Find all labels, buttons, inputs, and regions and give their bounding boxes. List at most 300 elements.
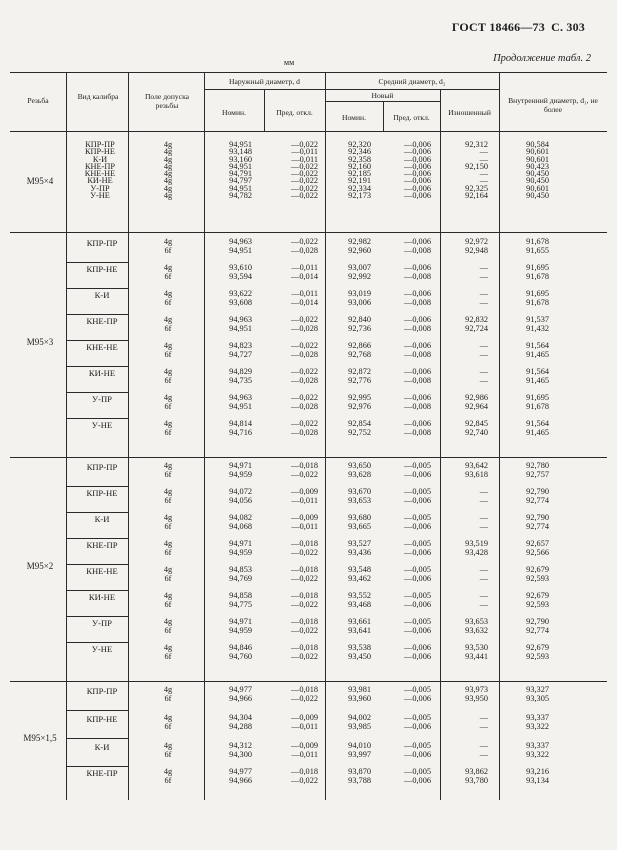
table-cell: 91,655: [526, 246, 549, 256]
outer-nominal-column: [204, 341, 252, 360]
gauge-name: КПР-НЕ: [85, 147, 115, 157]
table-cell: 4g: [163, 154, 173, 164]
table-cell: 92,736: [348, 324, 371, 334]
table-cell: 92,982: [348, 237, 371, 246]
gauge-rule: [66, 738, 128, 739]
table-cell: —0,005: [404, 539, 431, 548]
table-cell: 92,334: [348, 183, 371, 193]
table-cell: 4g: [163, 565, 173, 574]
gauge-name: КПР-ПР: [85, 140, 115, 149]
thread-label: M95×1,5: [23, 732, 57, 743]
table-cell: —: [479, 496, 488, 506]
worn-column: [440, 461, 488, 480]
tolerance-field-column: [140, 513, 196, 532]
pitch-nominal-column: [325, 487, 371, 506]
gauge-rule: [66, 564, 128, 565]
table-cell: —0,022: [291, 237, 318, 246]
table-cell: —0,011: [291, 147, 318, 157]
worn-column: [440, 513, 488, 532]
table-cell: —0,008: [404, 350, 431, 360]
table-cell: 94,312: [229, 741, 252, 750]
worn-column: [440, 237, 488, 256]
table-cell: —0,006: [404, 574, 431, 584]
gauge-name: У-НЕ: [91, 420, 113, 430]
header-divider: [499, 72, 500, 131]
tolerance-field-column: [140, 539, 196, 558]
pitch-nominal-column: [325, 591, 371, 610]
table-cell: 92,593: [526, 652, 549, 662]
outer-deviation-column: [262, 315, 318, 334]
table-cell: 93,327: [526, 685, 549, 694]
outer-nominal-column: [204, 141, 252, 199]
table-cell: 4g: [163, 237, 173, 246]
outer-nominal-column: [204, 643, 252, 662]
table-cell: 92,972: [465, 237, 488, 246]
gauge-rule: [66, 710, 128, 711]
column-divider: [325, 450, 326, 681]
table-cell: 92,757: [526, 470, 549, 480]
table-cell: 93,870: [348, 767, 371, 776]
table-cell: 90,601: [526, 147, 549, 157]
table-cell: —0,018: [291, 767, 318, 776]
gauge-rule: [66, 512, 128, 513]
pitch-deviation-column: [383, 461, 431, 480]
table-cell: 90,601: [526, 154, 549, 164]
table-cell: 4g: [163, 713, 173, 722]
tolerance-field-column: [140, 767, 196, 786]
gauge-name: К-И: [94, 742, 110, 752]
table-cell: 90,423: [526, 161, 549, 171]
tolerance-field-column: [140, 565, 196, 584]
table-cell: —0,028: [291, 324, 318, 334]
table-cell: 92,320: [348, 140, 371, 149]
pitch-nominal-column: [325, 617, 371, 636]
table-cell: 94,072: [229, 487, 252, 496]
table-cell: 94,775: [229, 600, 252, 610]
table-cell: 4g: [163, 147, 173, 157]
gauge-name: КНЕ-ПР: [85, 161, 115, 171]
table-cell: 93,527: [348, 539, 371, 548]
table-cell: 93,618: [465, 470, 488, 480]
table-cell: 6f: [164, 694, 172, 704]
table-cell: —0,018: [291, 617, 318, 626]
outer-nominal-column: [204, 461, 252, 480]
table-cell: —: [479, 574, 488, 584]
pitch-nominal-column: [325, 539, 371, 558]
table-cell: 93,641: [348, 626, 371, 636]
page-number: С. 303: [551, 20, 585, 34]
table-cell: —0,011: [291, 722, 318, 732]
table-cell: 94,288: [229, 722, 252, 732]
pitch-diameter-rule: [325, 89, 499, 90]
table-cell: —: [479, 147, 488, 157]
table-cell: 92,790: [526, 487, 549, 496]
outer-deviation-column: [262, 141, 318, 199]
table-cell: 92,358: [348, 154, 371, 164]
section-rule: [10, 457, 607, 458]
gauge-name: КНЕ-НЕ: [84, 169, 116, 179]
worn-column: [440, 367, 488, 386]
table-cell: —0,022: [291, 694, 318, 704]
table-cell: —: [479, 341, 488, 350]
table-cell: —0,028: [291, 428, 318, 438]
table-cell: 4g: [163, 183, 173, 193]
table-cell: 93,653: [348, 496, 371, 506]
table-cell: 92,964: [465, 402, 488, 412]
gauge-name: КПР-НЕ: [86, 264, 118, 274]
table-cell: 4g: [163, 643, 173, 652]
worn-column: [440, 341, 488, 360]
table-cell: 92,768: [348, 350, 371, 360]
table-cell: —0,006: [404, 643, 431, 652]
pitch-nominal-column: [325, 393, 371, 412]
tolerance-field-column: [140, 315, 196, 334]
pitch-deviation-column: [383, 341, 431, 360]
table-cell: 93,610: [229, 263, 252, 272]
table-cell: 94,963: [229, 237, 252, 246]
column-divider: [128, 225, 129, 457]
table-cell: 91,564: [526, 419, 549, 428]
table-cell: 6f: [164, 600, 172, 610]
table-cell: —: [479, 263, 488, 272]
table-cell: —0,022: [291, 600, 318, 610]
table-cell: 93,960: [348, 694, 371, 704]
table-cell: —0,006: [404, 470, 431, 480]
outer-deviation-column: [262, 713, 318, 732]
pitch-deviation-column: [383, 565, 431, 584]
pitch-deviation-column: [383, 263, 431, 282]
table-cell: 6f: [164, 272, 172, 282]
table-cell: —: [479, 591, 488, 600]
table-cell: 4g: [163, 767, 173, 776]
table-cell: 6f: [164, 574, 172, 584]
pitch-nominal-column: [325, 237, 371, 256]
col-outer-diameter: Наружный диаметр, d: [229, 77, 300, 86]
table-cell: 92,840: [348, 315, 371, 324]
table-cell: 92,866: [348, 341, 371, 350]
outer-nominal-column: [204, 263, 252, 282]
table-cell: —0,011: [291, 289, 318, 298]
gauge-rule: [66, 766, 128, 767]
pitch-deviation-column: [383, 539, 431, 558]
pitch-nominal-column: [325, 341, 371, 360]
gauge-name: КИ-НЕ: [87, 176, 113, 186]
outer-deviation-column: [262, 393, 318, 412]
table-cell: —0,005: [404, 513, 431, 522]
table-cell: 94,858: [229, 591, 252, 600]
table-cell: 91,678: [526, 272, 549, 282]
worn-column: [440, 617, 488, 636]
header-bottom-rule: [10, 131, 607, 132]
table-cell: —: [479, 722, 488, 732]
pitch-nominal-column: [325, 685, 371, 704]
worn-column: [440, 141, 488, 199]
inner-diameter-column: [499, 617, 549, 636]
gauge-name: КПР-ПР: [86, 686, 118, 696]
table-cell: —: [479, 350, 488, 360]
table-cell: 93,665: [348, 522, 371, 532]
inner-diameter-column: [499, 767, 549, 786]
table-cell: 92,845: [465, 419, 488, 428]
outer-nominal-column: [204, 237, 252, 256]
table-cell: 93,216: [526, 767, 549, 776]
table-cell: 94,814: [229, 419, 252, 428]
inner-diameter-column: [499, 315, 549, 334]
table-cell: 90,450: [526, 176, 549, 186]
table-top-rule: [10, 72, 607, 73]
outer-deviation-column: [262, 419, 318, 438]
table-cell: —0,018: [291, 461, 318, 470]
table-cell: 94,769: [229, 574, 252, 584]
table-cell: —0,028: [291, 376, 318, 386]
table-cell: —: [479, 600, 488, 610]
table-cell: 93,468: [348, 600, 371, 610]
tolerance-field-column: [140, 461, 196, 480]
thread-label: M95×4: [26, 176, 54, 186]
table-cell: —0,022: [291, 161, 318, 171]
outer-nominal-column: [204, 685, 252, 704]
table-cell: 93,950: [465, 694, 488, 704]
inner-diameter-column: [499, 141, 549, 199]
table-cell: 93,642: [465, 461, 488, 470]
header-divider: [440, 89, 441, 131]
table-cell: 93,552: [348, 591, 371, 600]
table-cell: 94,304: [229, 713, 252, 722]
table-cell: 94,716: [229, 428, 252, 438]
pitch-deviation-column: [383, 643, 431, 662]
worn-column: [440, 741, 488, 760]
table-cell: 94,966: [229, 776, 252, 786]
table-cell: 92,724: [465, 324, 488, 334]
outer-deviation-column: [262, 461, 318, 480]
table-cell: 94,951: [229, 140, 252, 149]
table-cell: —0,006: [404, 694, 431, 704]
pitch-deviation-column: [383, 513, 431, 532]
table-cell: 6f: [164, 324, 172, 334]
table-cell: —: [479, 376, 488, 386]
pitch-deviation-column: [383, 393, 431, 412]
table-cell: 94,951: [229, 161, 252, 171]
table-cell: 94,846: [229, 643, 252, 652]
inner-diameter-column: [499, 393, 549, 412]
table-cell: —: [479, 154, 488, 164]
table-cell: —0,009: [291, 741, 318, 750]
table-cell: 93,594: [229, 272, 252, 282]
table-cell: 94,977: [229, 767, 252, 776]
table-cell: —0,014: [291, 298, 318, 308]
table-cell: —0,022: [291, 176, 318, 186]
table-cell: 93,337: [526, 713, 549, 722]
inner-diameter-column: [499, 341, 549, 360]
inner-diameter-column: [499, 539, 549, 558]
outer-deviation-column: [262, 767, 318, 786]
pitch-deviation-column: [383, 367, 431, 386]
table-cell: 93,322: [526, 722, 549, 732]
gauge-rule: [66, 590, 128, 591]
table-cell: —: [479, 289, 488, 298]
worn-column: [440, 487, 488, 506]
worn-column: [440, 767, 488, 786]
pitch-nominal-column: [325, 461, 371, 480]
gauge-rule: [66, 262, 128, 263]
table-cell: 92,986: [465, 393, 488, 402]
table-cell: 4g: [163, 169, 173, 179]
tolerance-field-column: [140, 643, 196, 662]
table-cell: —: [479, 713, 488, 722]
column-divider: [66, 131, 67, 232]
table-cell: 91,465: [526, 350, 549, 360]
page-header: [452, 20, 585, 35]
inner-diameter-column: [499, 513, 549, 532]
table-cell: —0,022: [291, 393, 318, 402]
table-cell: 93,973: [465, 685, 488, 694]
table-cell: —0,028: [291, 402, 318, 412]
table-cell: —0,005: [404, 713, 431, 722]
table-cell: 93,450: [348, 652, 371, 662]
table-cell: —0,008: [404, 272, 431, 282]
table-cell: —0,006: [404, 722, 431, 732]
table-cell: 94,068: [229, 522, 252, 532]
table-cell: 94,727: [229, 350, 252, 360]
table-cell: 93,548: [348, 565, 371, 574]
table-cell: —0,005: [404, 741, 431, 750]
table-cell: 94,963: [229, 315, 252, 324]
column-divider: [204, 131, 205, 232]
tolerance-field-column: [140, 487, 196, 506]
table-cell: 92,832: [465, 315, 488, 324]
table-cell: 92,593: [526, 600, 549, 610]
table-cell: 4g: [163, 367, 173, 376]
gauge-name: КПР-НЕ: [86, 714, 118, 724]
table-cell: 94,056: [229, 496, 252, 506]
column-divider: [499, 225, 500, 457]
table-cell: 6f: [164, 626, 172, 636]
worn-column: [440, 565, 488, 584]
column-divider: [325, 225, 326, 457]
table-cell: 94,829: [229, 367, 252, 376]
pitch-nominal-column: [325, 289, 371, 308]
column-divider: [204, 450, 205, 681]
table-cell: 92,854: [348, 419, 371, 428]
column-divider: [440, 131, 441, 232]
header-divider: [204, 72, 205, 131]
table-cell: —0,018: [291, 591, 318, 600]
table-cell: 94,951: [229, 324, 252, 334]
table-cell: —0,022: [291, 470, 318, 480]
thread-label: M95×3: [26, 336, 54, 347]
table-cell: 92,776: [348, 376, 371, 386]
table-cell: —0,006: [404, 169, 431, 179]
table-cell: 6f: [164, 722, 172, 732]
outer-nominal-column: [204, 591, 252, 610]
table-cell: 4g: [163, 263, 173, 272]
table-cell: 4g: [163, 539, 173, 548]
table-cell: 93,322: [526, 750, 549, 760]
table-cell: —0,018: [291, 643, 318, 652]
table-cell: 94,971: [229, 617, 252, 626]
outer-nominal-column: [204, 713, 252, 732]
table-cell: 91,564: [526, 341, 549, 350]
table-cell: —0,006: [404, 496, 431, 506]
outer-deviation-column: [262, 685, 318, 704]
table-cell: —0,028: [291, 246, 318, 256]
col-inner-diameter: Внутренний диаметр, d₁, не более: [508, 96, 598, 114]
tolerance-field-column: [140, 393, 196, 412]
tolerance-field-column: [140, 685, 196, 704]
pitch-deviation-column: [383, 237, 431, 256]
table-cell: —0,009: [291, 713, 318, 722]
table-cell: —0,008: [404, 298, 431, 308]
gauge-name: У-ПР: [92, 394, 112, 404]
table-cell: 94,010: [348, 741, 371, 750]
table-cell: 92,679: [526, 565, 549, 574]
table-cell: 93,160: [229, 154, 252, 164]
column-divider: [66, 225, 67, 457]
outer-deviation-column: [262, 617, 318, 636]
table-cell: —0,006: [404, 161, 431, 171]
unit-label: мм: [284, 58, 295, 67]
outer-nominal-column: [204, 617, 252, 636]
outer-deviation-column: [262, 565, 318, 584]
outer-deviation-column: [262, 741, 318, 760]
table-cell: 94,971: [229, 539, 252, 548]
standard-number: ГОСТ 18466—73: [451, 20, 545, 34]
table-cell: 91,678: [526, 402, 549, 412]
table-cell: —0,011: [291, 750, 318, 760]
table-cell: 6f: [164, 350, 172, 360]
inner-diameter-column: [499, 419, 549, 438]
inner-diameter-column: [499, 237, 549, 256]
table-cell: —0,008: [404, 428, 431, 438]
section-rule: [10, 232, 607, 233]
table-cell: 92,774: [526, 626, 549, 636]
table-cell: 92,657: [526, 539, 549, 548]
table-cell: 93,538: [348, 643, 371, 652]
pitch-deviation-column: [383, 591, 431, 610]
table-cell: 93,862: [465, 767, 488, 776]
column-divider: [128, 131, 129, 232]
inner-diameter-column: [499, 591, 549, 610]
table-cell: —0,006: [404, 289, 431, 298]
outer-nominal-column: [204, 741, 252, 760]
table-cell: 4g: [163, 315, 173, 324]
table-cell: 6f: [164, 298, 172, 308]
table-cell: —: [479, 272, 488, 282]
table-cell: —: [479, 513, 488, 522]
table-cell: —0,006: [404, 183, 431, 193]
column-divider: [128, 450, 129, 681]
table-cell: 92,960: [348, 246, 371, 256]
table-cell: 92,790: [526, 617, 549, 626]
table-cell: 94,853: [229, 565, 252, 574]
pitch-deviation-column: [383, 741, 431, 760]
pitch-deviation-column: [383, 419, 431, 438]
worn-column: [440, 713, 488, 732]
col-outer-deviation: Пред. откл.: [276, 108, 313, 117]
table-cell: —0,022: [291, 776, 318, 786]
table-cell: 6f: [164, 496, 172, 506]
inner-diameter-column: [499, 713, 549, 732]
pitch-deviation-column: [383, 141, 431, 199]
col-new: Новый: [371, 91, 394, 100]
table-cell: —0,005: [404, 617, 431, 626]
table-cell: —0,022: [291, 341, 318, 350]
col-outer-nominal: Номин.: [222, 108, 246, 117]
table-cell: 94,966: [229, 694, 252, 704]
gauge-name: К-И: [94, 290, 110, 300]
column-divider: [499, 674, 500, 800]
column-divider: [325, 674, 326, 800]
